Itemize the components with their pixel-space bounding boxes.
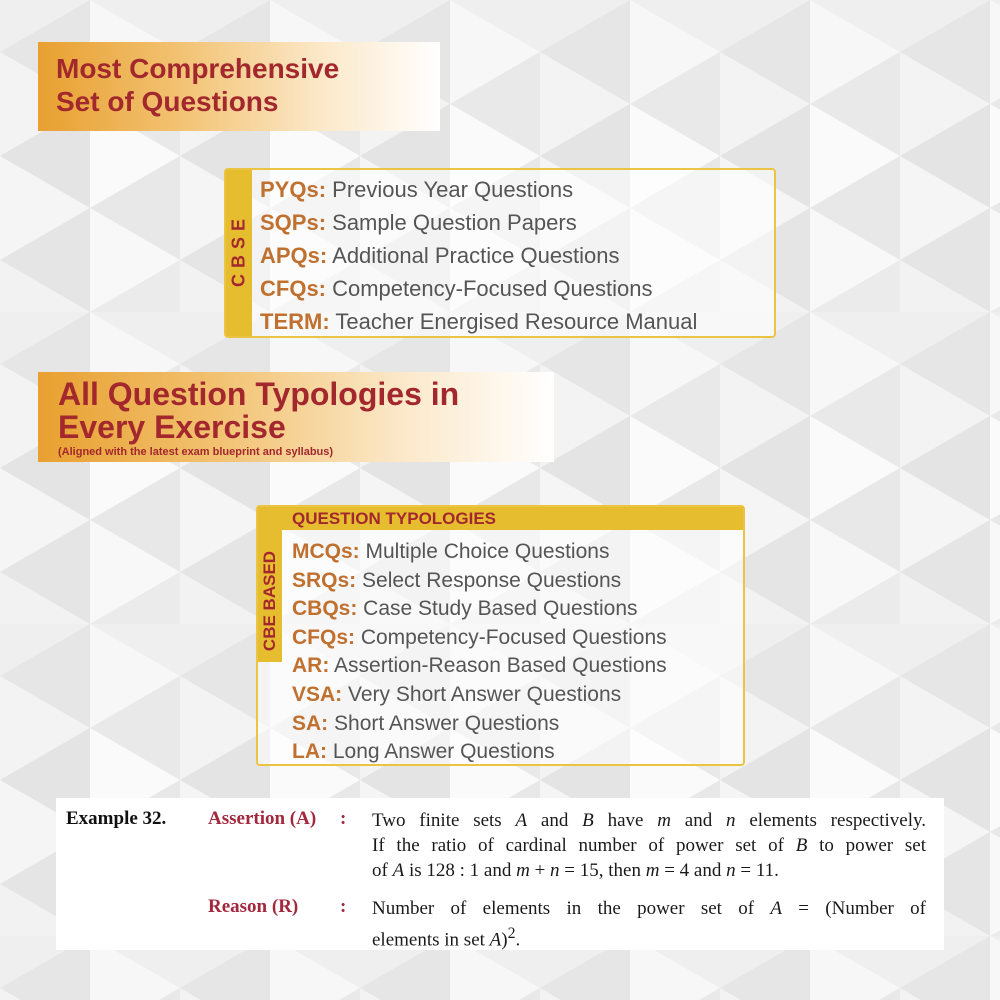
list-item [292,538,667,567]
list-item-abbr: CFQs: [260,276,326,301]
list-item [260,305,697,338]
list-item-abbr: TERM: [260,309,330,334]
cbse-list [260,173,697,338]
banner-title-line-2: Set of Questions [56,86,279,117]
cbe-side-strip [258,507,282,662]
list-item-text: Additional Practice Questions [327,243,620,268]
list-item-text: Competency-Focused Questions [326,276,653,301]
list-item-text: Teacher Energised Resource Manual [329,309,698,334]
list-item [292,738,667,767]
list-item-abbr: APQs: [260,243,328,268]
example-label: Example 32. [66,808,167,829]
list-item [292,652,667,681]
list-item-abbr: SRQs: [292,568,357,592]
list-item-abbr: AR: [292,654,330,678]
list-item-abbr: VSA: [292,682,343,706]
list-item-text: Short Answer Questions [328,711,560,735]
list-item-abbr: PYQs: [260,177,327,202]
list-item-abbr: LA: [292,740,327,764]
list-item-abbr: SA: [292,711,329,735]
typologies-header-label: QUESTION TYPOLOGIES [292,509,497,528]
banner-comprehensive-questions [38,42,440,131]
list-item-text: Long Answer Questions [327,740,555,764]
example-box [56,798,944,950]
cbse-side-label: CBSE [228,212,249,288]
list-item-abbr: MCQs: [292,540,360,563]
banner-title-line-1: Most Comprehensive [56,53,340,84]
assertion-line-1: Two finite sets A and B have m and n elements respectively. [372,810,926,831]
reason-colon: : [340,896,347,917]
list-item [292,624,667,653]
cbe-side-label: CBE BASED [260,550,279,652]
assertion-colon: : [340,808,347,829]
assertion-line-3: of A is 128 : 1 and m + n = 15, then m = 4 and n = 11. [372,860,779,881]
typologies-header-bar [258,507,743,530]
list-item-text: Sample Question Papers [326,210,577,235]
list-item-abbr: CBQs: [292,597,358,621]
banner-title-line-1: All Question Typologies in [58,376,460,412]
cbse-question-sources-box [224,168,776,338]
list-item [260,173,697,206]
reason-text [372,896,926,952]
list-item [260,272,697,305]
assertion-text [372,808,926,883]
list-item-text: Assertion-Reason Based Questions [329,654,667,678]
list-item-text: Competency-Focused Questions [355,625,667,649]
list-item [292,710,667,739]
list-item [260,239,697,272]
question-typologies-box [256,505,745,766]
banner-subtitle: (Aligned with the latest exam blueprint and syllabus) [58,446,334,458]
reason-line-2: elements in set A)$^2$. [372,925,521,951]
list-item-abbr: CFQs: [292,625,355,649]
banner-title-line-2: Every Exercise [58,409,286,445]
list-item-abbr: SQPs: [260,210,327,235]
typologies-list [292,538,667,767]
assertion-line-2: If the ratio of cardinal number of power set of B to power set [372,835,926,856]
assertion-label: Assertion (A) [208,808,317,829]
reason-line-1: Number of elements in the power set of A = (Number of [372,898,926,919]
banner-question-typologies [38,372,554,462]
list-item [260,206,697,239]
list-item-text: Select Response Questions [356,568,622,592]
list-item [292,567,667,596]
list-item-text: Multiple Choice Questions [359,540,610,563]
list-item-text: Case Study Based Questions [357,597,638,621]
list-item [292,595,667,624]
list-item-text: Very Short Answer Questions [342,682,622,706]
reason-label: Reason (R) [208,896,299,917]
cbse-side-strip [226,170,252,336]
list-item-text: Previous Year Questions [326,177,574,202]
list-item [292,681,667,710]
